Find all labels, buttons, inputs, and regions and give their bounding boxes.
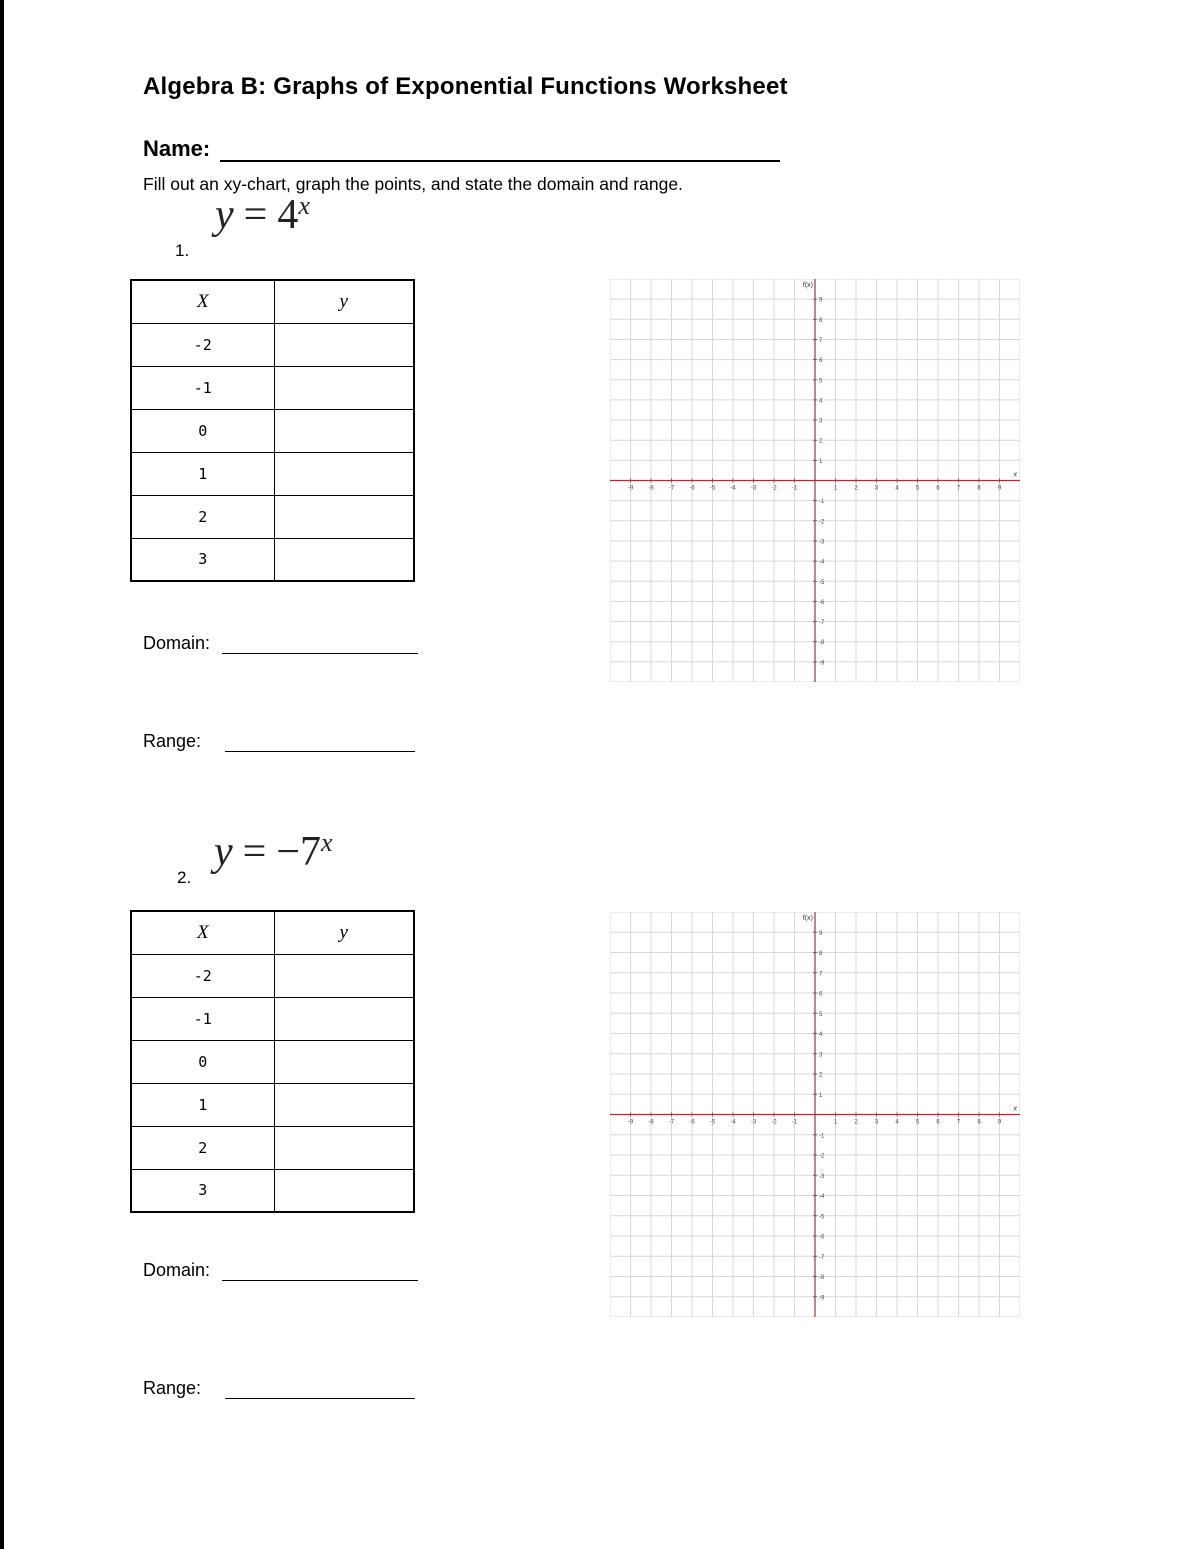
svg-text:-4: -4 — [730, 1119, 736, 1126]
domain-label: Domain: — [143, 633, 211, 653]
svg-text:-8: -8 — [648, 485, 654, 492]
domain-blank-line — [222, 632, 418, 654]
col-header-x: X — [131, 280, 274, 323]
table-row — [131, 997, 414, 1040]
table-row — [131, 954, 414, 997]
svg-text:3: 3 — [819, 1052, 823, 1059]
y-blank-cell — [274, 495, 414, 538]
svg-text:-6: -6 — [819, 599, 825, 606]
range-label: Range: — [143, 1378, 202, 1398]
table-row — [131, 1083, 414, 1126]
svg-text:-3: -3 — [819, 539, 825, 546]
y-blank-cell — [274, 409, 414, 452]
svg-text:-8: -8 — [819, 640, 825, 647]
svg-text:3: 3 — [819, 418, 823, 425]
svg-text:-7: -7 — [668, 1119, 675, 1126]
col-header-y: y — [274, 280, 414, 323]
domain-row-1 — [143, 632, 418, 654]
y-blank-cell — [274, 323, 414, 366]
range-label: Range: — [143, 731, 202, 751]
equation-base: −7 — [276, 829, 322, 875]
svg-text:-9: -9 — [819, 660, 825, 667]
svg-text:-3: -3 — [819, 1173, 825, 1180]
x-value-cell: -1 — [131, 366, 274, 409]
y-blank-cell — [274, 1040, 414, 1083]
svg-text:8: 8 — [819, 951, 823, 957]
equation-exponent: x — [321, 828, 333, 857]
svg-text:5: 5 — [915, 1119, 920, 1126]
svg-text:7: 7 — [819, 337, 823, 344]
x-value-cell: 1 — [131, 452, 274, 495]
x-value-cell: -1 — [131, 997, 274, 1040]
svg-text:-1: -1 — [791, 485, 798, 492]
svg-text:-5: -5 — [709, 1119, 716, 1126]
worksheet-title: Algebra B: Graphs of Exponential Functions Worksheet — [143, 73, 788, 100]
svg-text:9: 9 — [997, 485, 1002, 492]
svg-text:1: 1 — [833, 1119, 838, 1126]
svg-text:7: 7 — [956, 1119, 961, 1126]
col-header-y: y — [274, 911, 414, 954]
svg-text:1: 1 — [819, 1092, 823, 1099]
x-value-cell: 3 — [131, 1169, 274, 1212]
y-blank-cell — [274, 997, 414, 1040]
svg-text:4: 4 — [819, 1032, 823, 1038]
x-value-cell: 2 — [131, 495, 274, 538]
y-blank-cell — [274, 452, 414, 495]
table-row — [131, 452, 414, 495]
svg-text:5: 5 — [915, 485, 920, 492]
xy-table-2 — [130, 910, 415, 1213]
svg-text:x: x — [1013, 1105, 1017, 1113]
domain-label: Domain: — [143, 1260, 211, 1280]
svg-text:4: 4 — [819, 398, 823, 405]
svg-text:6: 6 — [819, 991, 823, 998]
svg-text:-3: -3 — [750, 485, 757, 492]
svg-text:-8: -8 — [648, 1119, 654, 1126]
range-blank-line — [225, 1377, 415, 1399]
svg-text:2: 2 — [819, 1072, 823, 1079]
svg-text:9: 9 — [997, 1119, 1002, 1126]
svg-text:-1: -1 — [819, 499, 825, 506]
svg-text:-7: -7 — [668, 485, 675, 492]
x-value-cell: -2 — [131, 954, 274, 997]
svg-text:-2: -2 — [771, 485, 777, 492]
equation-equals: = — [242, 829, 267, 875]
equation-lhs: y — [215, 192, 234, 238]
table-row — [131, 323, 414, 366]
svg-text:6: 6 — [936, 485, 940, 492]
svg-text:1: 1 — [833, 485, 838, 492]
svg-text:1: 1 — [819, 458, 823, 465]
equation-exponent: x — [298, 191, 310, 220]
name-label: Name: — [143, 136, 211, 161]
svg-text:-4: -4 — [819, 559, 825, 566]
svg-text:8: 8 — [977, 485, 981, 492]
table-row — [131, 1169, 414, 1212]
svg-text:-6: -6 — [689, 1119, 695, 1126]
svg-text:x: x — [1013, 471, 1017, 479]
table-header-row — [131, 280, 414, 323]
svg-text:-1: -1 — [819, 1133, 825, 1140]
problem-2-number: 2. — [177, 868, 192, 887]
svg-text:2: 2 — [854, 1119, 858, 1126]
svg-text:-2: -2 — [819, 1153, 825, 1160]
svg-text:-3: -3 — [750, 1119, 757, 1126]
table-row — [131, 409, 414, 452]
equation-base: 4 — [277, 192, 299, 238]
svg-text:-6: -6 — [819, 1234, 825, 1241]
equation-lhs: y — [214, 829, 233, 875]
svg-text:-8: -8 — [819, 1275, 825, 1281]
name-blank-line — [220, 136, 780, 162]
svg-text:-2: -2 — [819, 519, 825, 526]
svg-text:8: 8 — [819, 317, 823, 324]
domain-blank-line — [222, 1259, 418, 1281]
svg-text:-7: -7 — [819, 1254, 825, 1261]
svg-text:-9: -9 — [819, 1295, 825, 1302]
table-row — [131, 366, 414, 409]
table-row — [131, 538, 414, 581]
problem-1-equation — [215, 191, 310, 239]
problem-2-equation — [214, 828, 333, 876]
y-blank-cell — [274, 1126, 414, 1169]
table-row — [131, 1040, 414, 1083]
page-left-border — [0, 0, 4, 1549]
svg-text:-4: -4 — [819, 1194, 825, 1200]
instructions: Fill out an xy-chart, graph the points, and state the domain and range. — [143, 174, 683, 194]
table-header-row — [131, 911, 414, 954]
x-value-cell: 0 — [131, 1040, 274, 1083]
svg-text:6: 6 — [936, 1119, 940, 1126]
name-row — [143, 136, 780, 162]
range-row-2 — [143, 1377, 415, 1399]
svg-text:-5: -5 — [709, 485, 716, 492]
range-blank-line — [225, 730, 415, 752]
x-value-cell: 0 — [131, 409, 274, 452]
table-row — [131, 495, 414, 538]
svg-text:f(x): f(x) — [802, 282, 813, 289]
svg-text:2: 2 — [854, 485, 858, 492]
range-row-1 — [143, 730, 415, 752]
svg-text:2: 2 — [819, 438, 823, 445]
svg-text:4: 4 — [895, 1119, 899, 1126]
equation-equals: = — [243, 192, 268, 238]
svg-text:-6: -6 — [689, 485, 695, 492]
coordinate-grid-1 — [610, 279, 1020, 682]
svg-text:9: 9 — [819, 297, 823, 304]
y-blank-cell — [274, 366, 414, 409]
coordinate-grid-2 — [610, 912, 1020, 1317]
svg-text:7: 7 — [956, 485, 961, 492]
xy-table-1 — [130, 279, 415, 582]
y-blank-cell — [274, 1169, 414, 1212]
svg-text:3: 3 — [874, 1119, 879, 1126]
svg-text:-5: -5 — [819, 1214, 825, 1221]
x-value-cell: 3 — [131, 538, 274, 581]
svg-text:3: 3 — [874, 485, 879, 492]
svg-text:-9: -9 — [627, 485, 634, 492]
svg-text:-1: -1 — [791, 1119, 798, 1126]
problem-1-number: 1. — [175, 241, 190, 260]
svg-text:4: 4 — [895, 485, 899, 492]
svg-text:-7: -7 — [819, 620, 825, 627]
y-blank-cell — [274, 1083, 414, 1126]
svg-text:5: 5 — [819, 1011, 823, 1018]
table-row — [131, 1126, 414, 1169]
svg-text:9: 9 — [819, 930, 823, 937]
svg-text:-9: -9 — [627, 1119, 634, 1126]
y-blank-cell — [274, 954, 414, 997]
col-header-x: X — [131, 911, 274, 954]
svg-text:-2: -2 — [771, 1119, 777, 1126]
svg-text:7: 7 — [819, 971, 823, 978]
x-value-cell: -2 — [131, 323, 274, 366]
y-blank-cell — [274, 538, 414, 581]
svg-text:-4: -4 — [730, 485, 736, 492]
svg-text:5: 5 — [819, 378, 823, 385]
svg-text:6: 6 — [819, 358, 823, 365]
svg-text:8: 8 — [977, 1119, 981, 1126]
svg-text:f(x): f(x) — [802, 915, 813, 922]
svg-text:-5: -5 — [819, 579, 825, 586]
x-value-cell: 2 — [131, 1126, 274, 1169]
domain-row-2 — [143, 1259, 418, 1281]
x-value-cell: 1 — [131, 1083, 274, 1126]
